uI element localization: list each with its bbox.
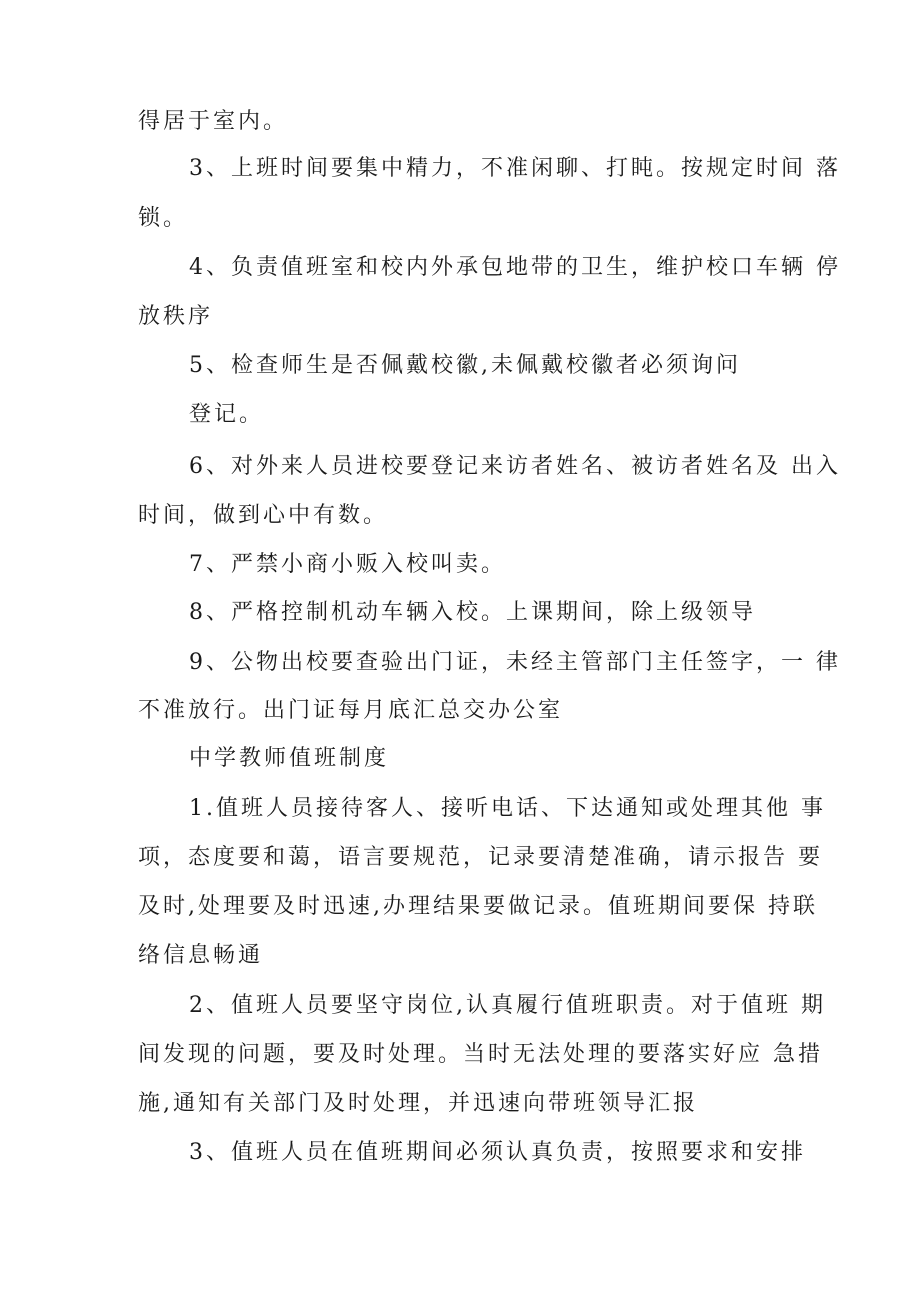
text-line: 9、公物出校要查验出门证，未经主管部门主任签字，一 律	[189, 650, 841, 675]
section-heading: 中学教师值班制度	[189, 746, 390, 771]
text-line: 及时,处理要及时迅速,办理结果要做记录。值班期间要保 持联	[138, 894, 818, 919]
text-line: 项，态度要和蔼，语言要规范，记录要清楚准确，请示报告 要	[138, 845, 823, 870]
text-line: 6、对外来人员进校要登记来访者姓名、被访者姓名及 出入	[189, 454, 841, 479]
text-line: 络信息畅通	[138, 943, 264, 968]
text-line: 7、严禁小商小贩入校叫卖。	[189, 552, 506, 577]
text-line: 施,通知有关部门及时处理，并迅速向带班领导汇报	[138, 1091, 698, 1116]
text-line: 1.值班人员接待客人、接听电话、下达通知或处理其他 事	[189, 796, 826, 821]
text-line: 8、严格控制机动车辆入校。上课期间，除上级领导	[189, 600, 756, 625]
text-line: 登记。	[189, 402, 265, 427]
text-line: 2、值班人员要坚守岗位,认真履行值班职责。对于值班 期	[189, 993, 826, 1018]
text-line: 3、值班人员在值班期间必须认真负责，按照要求和安排	[189, 1140, 806, 1165]
text-line: 放秩序	[138, 304, 214, 329]
text-line: 间发现的问题，要及时处理。当时无法处理的要落实好应 急措	[138, 1042, 823, 1067]
text-line: 得居于室内。	[138, 109, 289, 134]
text-line: 3、上班时间要集中精力，不准闲聊、打盹。按规定时间 落	[189, 156, 841, 181]
text-line: 不准放行。出门证每月底汇总交办公室	[138, 698, 564, 723]
text-line: 4、负责值班室和校内外承包地带的卫生，维护校口车辆 停	[189, 255, 841, 280]
text-line: 锁。	[138, 206, 189, 231]
text-line: 5、检查师生是否佩戴校徽,未佩戴校徽者必须询问	[189, 353, 741, 378]
text-line: 时间，做到心中有数。	[138, 503, 389, 528]
